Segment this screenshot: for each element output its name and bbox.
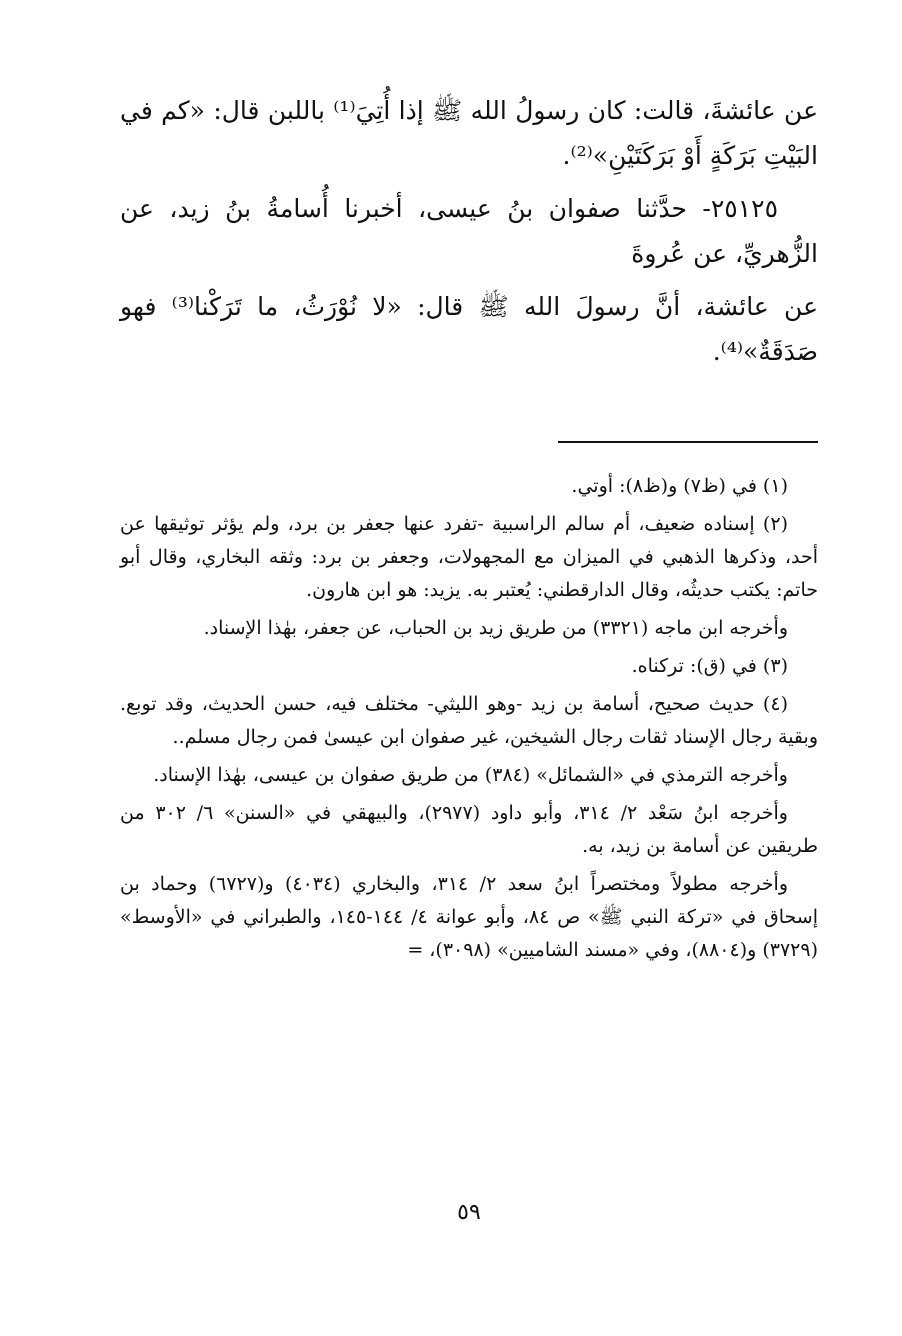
- footnote-2-continuation: وأخرجه ابن ماجه (٣٣٢١) من طريق زيد بن الحباب، عن جعفر، بهٰذا الإسناد.: [203, 617, 788, 639]
- footnote-2: (٢) إسناده ضعيف، أم سالم الراسبية -تفرد عنها جعفر بن برد، ولم يؤثر توثيقها عن أحد، وذكرها الذهبي في الميزان مع المجهولات، وجعفر بن برد: وثقه البخاري، وقال أبو حاتم: يكتب حديثُه، وقال الدارقطني: يُعتبر به. يزيد: هو ابن هارون.: [120, 513, 818, 601]
- footnote-divider: [558, 441, 818, 443]
- footnote-1: (١) في (ظ٧) و(ظ٨): أوتي.: [571, 475, 788, 497]
- book-page: [120, 88, 818, 1336]
- footnote-4: (٤) حديث صحيح، أسامة بن زيد -وهو الليثي- مختلف فيه، حسن الحديث، وقد توبع. وبقية رجال الإسناد ثقات رجال الشيخين، غير صفوان ابن عيسىٰ فمن رجال مسلم..: [120, 693, 818, 748]
- hadith-paragraph-2: عن عائشة، أنَّ رسولَ الله ﷺ قال: «لا نُوْرَثُ، ما تَرَكْنا⁽³⁾ فهو صَدَقَةٌ»⁽⁴⁾.: [120, 292, 818, 366]
- footnotes-section: [120, 470, 818, 972]
- hadith-paragraph-1: عن عائشةَ، قالت: كان رسولُ الله ﷺ إذا أُتِيَ⁽¹⁾ باللبن قال: «كم في البَيْتِ بَرَكَةٍ أَوْ بَرَكَتَيْنِ»⁽²⁾.: [120, 96, 819, 170]
- footnote-4-continuation-2: وأخرجه ابنُ سَعْد ٢/ ٣١٤، وأبو داود (٢٩٧٧)، والبيهقي في «السنن» ٦/ ٣٠٢ من طريقين عن أسامة بن زيد، به.: [120, 802, 818, 857]
- footnote-4-continuation-3: وأخرجه مطولاً ومختصراً ابنُ سعد ٢/ ٣١٤، والبخاري (٤٠٣٤) و(٦٧٢٧) وحماد بن إسحاق في «تركة النبي ﷺ» ص ٨٤، وأبو عوانة ٤/ ١٤٤-١٤٥، والطبراني في «الأوسط» (٣٧٢٩) و(٨٨٠٤)، وفي «مسند الشاميين» (٣٠٩٨)، =: [120, 873, 818, 961]
- footnote-3: (٣) في (ق): تركناه.: [631, 655, 788, 677]
- footnote-4-continuation-1: وأخرجه الترمذي في «الشمائل» (٣٨٤) من طريق صفوان بن عيسى، بهٰذا الإسناد.: [153, 764, 788, 786]
- main-text: [120, 88, 818, 374]
- page-number: ٥٩: [457, 1200, 481, 1225]
- hadith-isnad-paragraph: ٢٥١٢٥- حدَّثنا صفوان بنُ عيسى، أخبرنا أُسامةُ بنُ زيد، عن الزُّهريِّ، عن عُروةَ: [120, 194, 818, 268]
